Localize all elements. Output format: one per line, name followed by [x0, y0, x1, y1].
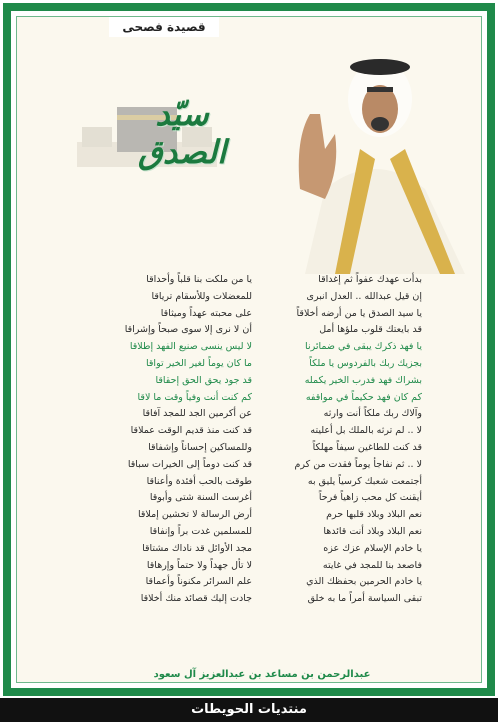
verse-second-half: قد جود يحق الحق إحقاقا — [155, 374, 252, 386]
section-tab: قصيدة فصحى — [109, 17, 219, 37]
verse-first-half: يا سيد الصدق يا من أرضه أخلاقاً — [296, 307, 422, 319]
verse-row — [102, 490, 422, 507]
verse-first-half: يا خادم الحرمين بحفظك الذي — [306, 576, 422, 588]
verse-row — [102, 322, 422, 339]
verse-second-half: على محبته عهداً وميثاقا — [160, 307, 252, 319]
verse-row — [102, 423, 422, 440]
verse-row — [102, 272, 422, 289]
verse-second-half: قد كنت دوماً إلى الخيرات سباقا — [127, 458, 252, 470]
verse-first-half: نعم البلاد وبلاد قلبها حرم — [326, 509, 422, 521]
verse-first-half: بشراك فهد فدرب الخير يكمله — [304, 374, 422, 386]
author-signature: عبدالرحمن بن مساعد بن عبدالعزيز آل سعود — [153, 669, 371, 680]
verse-second-half: أرض الرسالة لا تخشين إملاقا — [137, 509, 252, 521]
verse-second-half: عن أكرمين الجد للمجد آفاقا — [142, 408, 252, 420]
verse-second-half: لا تأل جهداً ولا حتماً وإرهاقا — [146, 559, 252, 571]
verse-row — [102, 541, 422, 558]
verse-second-half: ما كان يوماً لغير الخير تواقا — [146, 357, 252, 369]
verse-second-half: مجد الأوائل قد ناداك مشتاقا — [142, 542, 252, 554]
poem-title: سيّد الصدق — [137, 95, 226, 171]
verse-first-half: كم كان فهد حكيماً في مواقفه — [305, 391, 422, 403]
verse-row — [102, 591, 422, 608]
verse-first-half: نعم البلاد وبلاد أنت قائدها — [323, 525, 422, 537]
verse-row — [102, 306, 422, 323]
verse-row — [102, 457, 422, 474]
verse-row — [102, 507, 422, 524]
verse-first-half: بدأت عهدك عفواً ثم إغداقا — [318, 274, 422, 285]
verse-first-half: لا .. ثم نفاجأ يوماً فقدت من كرم — [294, 458, 422, 470]
verse-second-half: طوقت بالحب أفئدة وأعناقا — [146, 475, 252, 487]
verse-row — [102, 524, 422, 541]
verse-row — [102, 558, 422, 575]
verse-first-half: إن قيل عبدالله .. العدل انبرى — [306, 290, 422, 302]
verse-first-half: أجتمعت شعبك كرسياً يليق به — [307, 475, 422, 487]
verse-first-half: يا فهد ذكرك يبقى في ضمائرنا — [305, 341, 422, 353]
verse-row — [102, 289, 422, 306]
verse-row — [102, 474, 422, 491]
verse-first-half: قد بايعتك قلوب ملؤها أمل — [319, 324, 422, 336]
verse-row — [102, 356, 422, 373]
verse-first-half: قد كنت للطاغين سيفاً مهلكاً — [312, 441, 422, 453]
verse-second-half: قد كنت منذ قديم الوقت عملاقا — [130, 425, 252, 437]
green-border — [3, 3, 495, 696]
verse-row — [102, 339, 422, 356]
verse-first-half: لا .. لم ترثه بالملك بل أعليته — [310, 425, 422, 437]
poem-verses — [102, 272, 422, 608]
verse-second-half: علم السرائر مكنوناً وأعماقا — [145, 576, 252, 588]
forum-footer: منتديات الحويطات — [0, 698, 498, 722]
verse-first-half: بجزيك ربك بالفردوس يا ملكاً — [309, 357, 422, 369]
poem-page — [16, 16, 482, 683]
verse-row — [102, 390, 422, 407]
verse-second-half: لا ليس ينسى صنيع الفهد إطلاقا — [129, 341, 252, 353]
verse-second-half: كم كنت أنت وفياً وقت ما لاقا — [137, 391, 252, 403]
verse-first-half: فاصعد بنا للمجد في غايته — [322, 559, 422, 571]
verse-first-half: وآلاك ربك ملكاً أنت وارثه — [323, 408, 422, 420]
verse-first-half: أيقنت كل محب زاهياً فرحاً — [318, 492, 422, 504]
verse-row — [102, 406, 422, 423]
verse-first-half: تبقى السياسة أمراً ما به خلق — [307, 593, 422, 605]
verse-row — [102, 574, 422, 591]
verse-second-half: جادت إليك قصائد منك أخلاقا — [140, 593, 252, 605]
verse-second-half: وللمساكين إحساناً وإشفاقا — [148, 441, 252, 453]
verse-row — [102, 440, 422, 457]
verse-row — [102, 373, 422, 390]
verse-second-half: أن لا نرى إلا سوى صبحاً وإشراقا — [124, 324, 252, 336]
verse-second-half: يا من ملكت بنا قلباً وأحداقا — [146, 274, 252, 285]
verse-second-half: للمعضلات وللأسقام ترياقا — [151, 290, 252, 302]
king-portrait — [265, 39, 482, 274]
verse-second-half: أغرست السنة شتى وأبوقا — [149, 492, 252, 504]
verse-first-half: يا خادم الإسلام عزك عزه — [323, 542, 422, 554]
verse-second-half: للمسلمين غدت براً وإنفاقا — [149, 525, 252, 537]
